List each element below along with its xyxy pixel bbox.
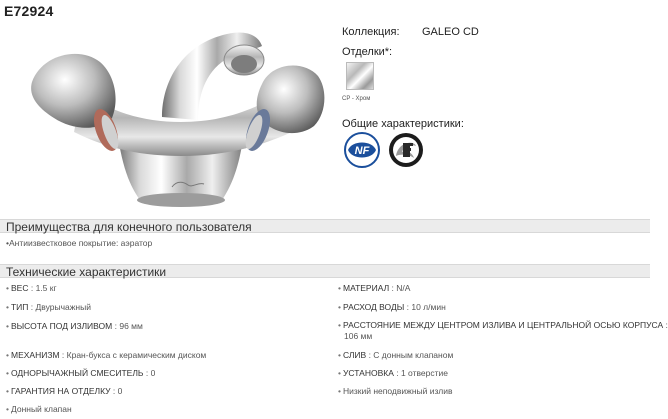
characteristics-title: Общие характеристики: — [342, 118, 464, 130]
spec-finish-warranty: • ГАРАНТИЯ НА ОТДЕЛКУ : 0 — [6, 386, 123, 396]
spec-flow-rate: • РАСХОД ВОДЫ : 10 л/мин — [338, 302, 446, 312]
benefit-item: •Антиизвестковое покрытие: аэратор — [6, 238, 153, 248]
spec-installation: • УСТАНОВКА : 1 отверстие — [338, 368, 448, 378]
finishes-title: Отделки*: — [342, 46, 393, 58]
spec-drain-valve: • Донный клапан — [6, 404, 72, 414]
faucet-product-image — [22, 22, 332, 212]
spec-single-lever: • ОДНОРЫЧАЖНЫЙ СМЕСИТЕЛЬ : 0 — [6, 368, 156, 378]
product-code: E72924 — [4, 3, 54, 19]
spec-mechanism: • МЕХАНИЗМ : Кран-букса с керамическим диском — [6, 350, 207, 360]
collection-value: GALEO CD — [422, 26, 479, 38]
spec-spout-distance: • РАССТОЯНИЕ МЕЖДУ ЦЕНТРОМ ИЗЛИВА И ЦЕНТРАЛЬНОЙ ОСЬЮ КОРПУСА : 106 мм — [338, 320, 668, 341]
nf-badge-text: NF — [354, 145, 370, 157]
benefit-text: Антиизвестковое покрытие: аэратор — [8, 238, 153, 248]
spec-weight: • ВЕС : 1.5 кг — [6, 283, 57, 293]
spec-type: • ТИП : Двурычажный — [6, 302, 91, 312]
tech-section-title: Технические характеристики — [6, 265, 167, 279]
certification-logo-icon — [388, 132, 424, 168]
spec-low-fixed-spout: • Низкий неподвижный излив — [338, 386, 453, 396]
collection-label: Коллекция: — [342, 26, 400, 38]
finish-caption: CP - Хром — [342, 96, 371, 102]
spec-spout-height: • ВЫСОТА ПОД ИЗЛИВОМ : 96 мм — [6, 321, 143, 331]
spec-material: • МАТЕРИАЛ : N/A — [338, 283, 411, 293]
nf-certification-icon — [344, 132, 380, 168]
collection-row — [342, 26, 479, 38]
spec-drain: • СЛИВ : С донным клапаном — [338, 350, 454, 360]
chrome-finish-swatch[interactable] — [346, 62, 374, 90]
benefits-section-title: Преимущества для конечного пользователя — [6, 220, 252, 234]
